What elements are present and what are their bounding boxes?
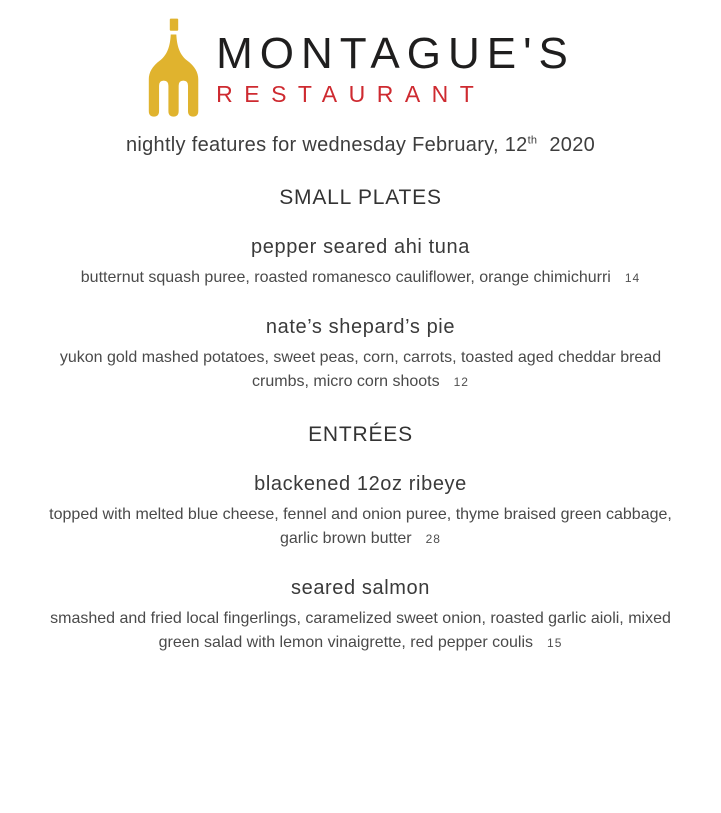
date-ordinal-suffix: th — [527, 134, 538, 147]
menu-item-price: 28 — [425, 532, 441, 546]
menu-item — [30, 577, 691, 655]
menu-item — [30, 473, 691, 551]
menu-item-name: nate’s shepard’s pie — [265, 316, 456, 338]
menu-item-name: pepper seared ahi tuna — [251, 236, 470, 258]
menu-item-description-text: topped with melted blue cheese, fennel and onion puree, thyme braised green cabbage, garlic brown butter — [49, 506, 672, 547]
menu-item-price: 15 — [547, 636, 563, 650]
menu-item-name: seared salmon — [291, 577, 430, 599]
menu-item-description-text: butternut squash puree, roasted romanesco cauliflower, orange chimichurri — [80, 269, 611, 286]
restaurant-name: MONTAGUE'S — [216, 29, 575, 78]
menu-section — [30, 423, 691, 655]
menu-item-description — [31, 266, 691, 290]
menu-sections — [30, 186, 691, 655]
menu-item — [30, 236, 691, 290]
menu-item-name: blackened 12oz ribeye — [254, 473, 467, 495]
features-year: 2020 — [549, 134, 596, 156]
section-heading: SMALL PLATES — [279, 186, 442, 209]
fork-icon — [146, 18, 202, 120]
menu-item-description — [31, 503, 691, 551]
brand-text — [216, 30, 575, 108]
features-date-text: nightly features for wednesday February, 12 — [125, 134, 528, 156]
features-date-line — [30, 134, 691, 157]
restaurant-logo — [30, 18, 691, 120]
menu-item-description — [31, 346, 691, 394]
menu-item-description-text: smashed and fried local fingerlings, caramelized sweet onion, roasted garlic aioli, mixed green salad with lemon vinaigrette, red pepper coulis — [50, 610, 671, 651]
menu-item-description — [31, 607, 691, 655]
restaurant-subtitle: RESTAURANT — [216, 81, 486, 108]
menu-item-price: 12 — [453, 375, 469, 389]
menu-item — [30, 316, 691, 394]
menu-section — [30, 186, 691, 394]
menu-item-description-text: yukon gold mashed potatoes, sweet peas, corn, carrots, toasted aged cheddar bread crumbs, micro corn shoots — [59, 349, 662, 390]
menu-item-price: 14 — [624, 271, 641, 285]
section-heading: ENTRÉES — [308, 423, 413, 446]
